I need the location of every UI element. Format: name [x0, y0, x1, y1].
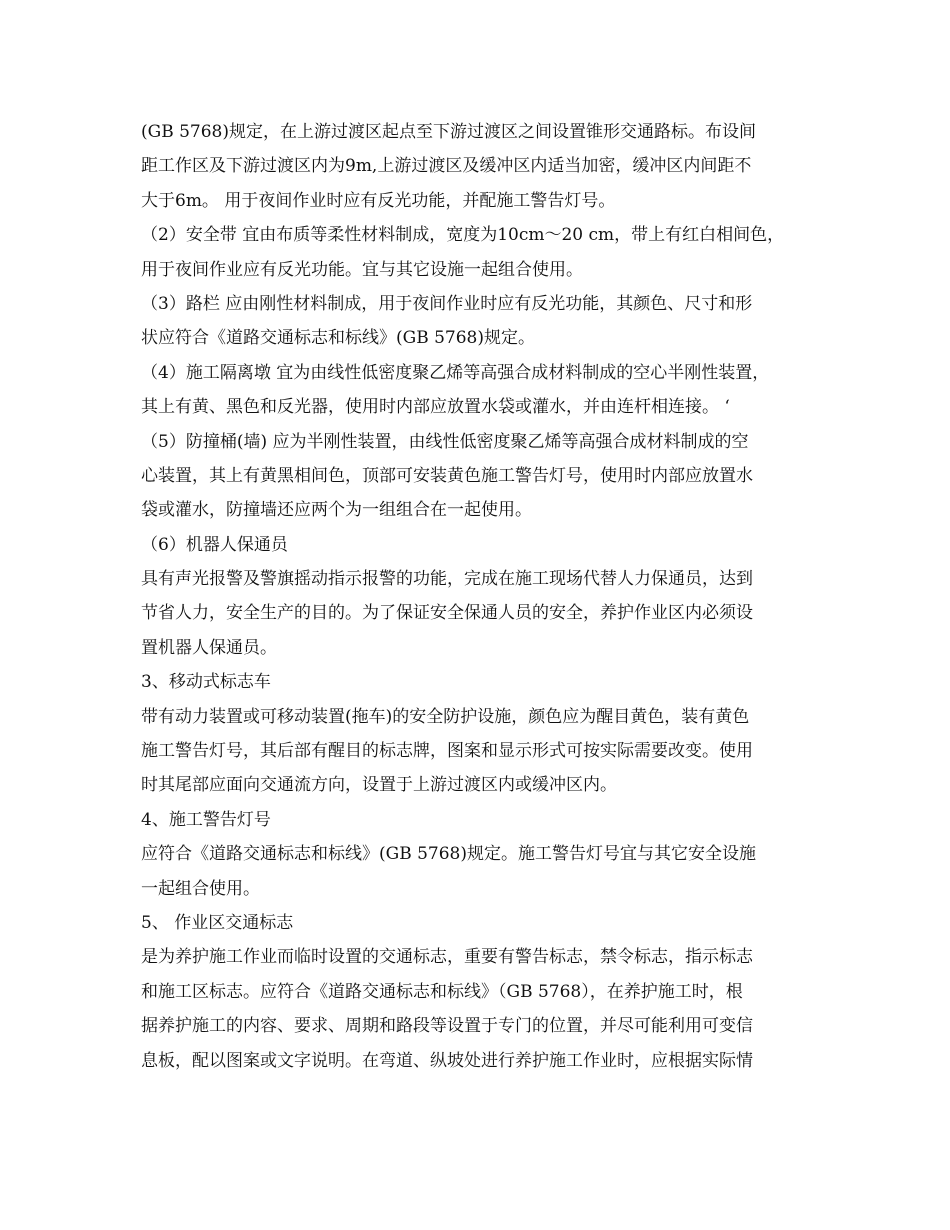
text-line: 袋或灌水，防撞墙还应两个为一组组合在一起使用。 — [141, 500, 532, 521]
text-line: 置机器人保通员。 — [141, 637, 277, 658]
text-line: 时其尾部应面向交通流方向，设置于上游过渡区内或缓冲区内。 — [141, 775, 617, 796]
text-line: （2）安全带 宜由布质等柔性材料制成，宽度为10cm～20 cm，带上有红白相间色， — [141, 225, 785, 246]
text-line: 距工作区及下游过渡区内为9m,上游过渡区及缓冲区内适当加密，缓冲区内间距不 — [141, 156, 752, 177]
text-line: （5）防撞桶(墙) 应为半刚性装置，由线性低密度聚乙烯等高强合成材料制成的空 — [141, 431, 749, 452]
text-line: 3、移动式标志车 — [141, 672, 271, 693]
text-line: 息板，配以图案或文字说明。在弯道、纵坡处进行养护施工作业时，应根据实际情 — [141, 1050, 753, 1071]
text-line: 5、 作业区交通标志 — [141, 912, 294, 933]
text-line: 大于6m。 用于夜间作业时应有反光功能，并配施工警告灯号。 — [141, 190, 616, 211]
text-line: 心装置，其上有黄黑相间色，顶部可安装黄色施工警告灯号，使用时内部应放置水 — [141, 465, 753, 486]
text-line: 其上有黄、黑色和反光器，使用时内部应放置水袋或灌水，并由连杆相连接。 ‘ — [141, 397, 730, 418]
text-line: （6）机器人保通员 — [141, 534, 288, 555]
text-line: 带有动力装置或可移动装置(拖车)的安全防护设施，颜色应为醒目黄色，装有黄色 — [141, 706, 750, 727]
text-line: 据养护施工的内容、要求、周期和路段等设置于专门的位置，并尽可能利用可变信 — [141, 1016, 753, 1037]
body-text — [141, 115, 821, 1078]
text-line: 和施工区标志。应符合《道路交通标志和标线》（GB 5768），在养护施工时，根 — [141, 981, 743, 1002]
text-line: 具有声光报警及警旗摇动指示报警的功能，完成在施工现场代替人力保通员，达到 — [141, 569, 753, 590]
text-line: （4）施工隔离墩 宜为由线性低密度聚乙烯等高强合成材料制成的空心半刚性装置， — [141, 362, 770, 383]
text-line: (GB 5768)规定，在上游过渡区起点至下游过渡区之间设置锥形交通路标。布设间 — [141, 122, 757, 142]
text-line: （3）路栏 应由刚性材料制成，用于夜间作业时应有反光功能，其颜色、尺寸和形 — [141, 293, 753, 314]
text-line: 节省人力，安全生产的目的。为了保证安全保通人员的安全，养护作业区内必须设 — [141, 603, 753, 624]
text-line: 状应符合《道路交通标志和标线》(GB 5768)规定。 — [141, 328, 536, 349]
text-line: 应符合《道路交通标志和标线》(GB 5768)规定。施工警告灯号宜与其它安全设施 — [141, 844, 757, 865]
text-line: 一起组合使用。 — [141, 878, 260, 899]
text-line: 是为养护施工作业而临时设置的交通标志，重要有警告标志，禁令标志，指示标志 — [141, 947, 753, 968]
text-line: 施工警告灯号，其后部有醒目的标志牌，图案和显示形式可按实际需要改变。使用 — [141, 741, 753, 762]
text-line: 4、施工警告灯号 — [141, 809, 271, 830]
text-line: 用于夜间作业应有反光功能。宜与其它设施一起组合使用。 — [141, 259, 583, 280]
